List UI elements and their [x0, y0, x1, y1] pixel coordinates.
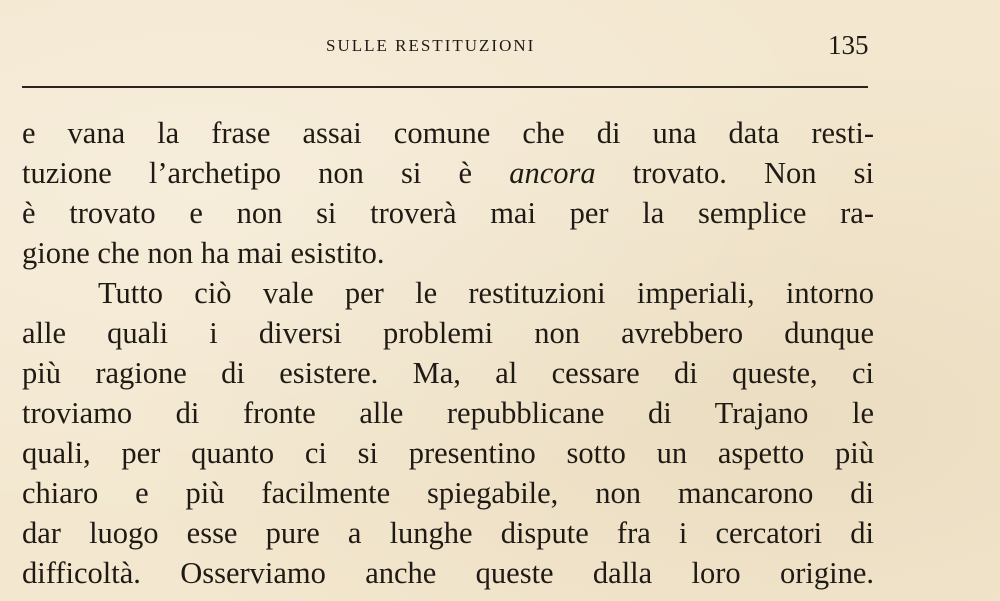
text-line-9: quali, per quanto ci si presentino sotto un aspetto più — [22, 436, 874, 470]
paragraph-2-line-1: Tutto ciò vale per le restituzioni imperiali, intorno — [98, 276, 874, 310]
header-rule — [22, 86, 868, 88]
text-line-10: chiaro e più facilmente spiegabile, non mancarono di — [22, 476, 874, 510]
text-line-7: più ragione di esistere. Ma, al cessare di queste, ci — [22, 356, 874, 390]
text-line-2-start: tuzione l’archetipo non si è — [22, 156, 510, 190]
page-number: 135 — [828, 30, 869, 60]
italic-word: ancora — [509, 156, 596, 190]
text-line-6: alle quali i diversi problemi non avrebbero dunque — [22, 316, 874, 350]
text-line-12: difficoltà. Osserviamo anche queste dalla loro origine. — [22, 556, 874, 590]
text-line-1: e vana la frase assai comune che di una data resti- — [22, 116, 874, 150]
text-line-8: troviamo di fronte alle repubblicane di Trajano le — [22, 396, 874, 430]
text-line-11: dar luogo esse pure a lunghe dispute fra i cercatori di — [22, 516, 874, 550]
text-line-4: gione che non ha mai esistito. — [22, 236, 385, 270]
text-line-2 — [22, 153, 874, 193]
running-head: SULLE RESTITUZIONI — [326, 36, 536, 55]
text-line-3: è trovato e non si troverà mai per la semplice ra- — [22, 196, 874, 230]
text-line-2-end: trovato. Non si — [595, 156, 874, 190]
